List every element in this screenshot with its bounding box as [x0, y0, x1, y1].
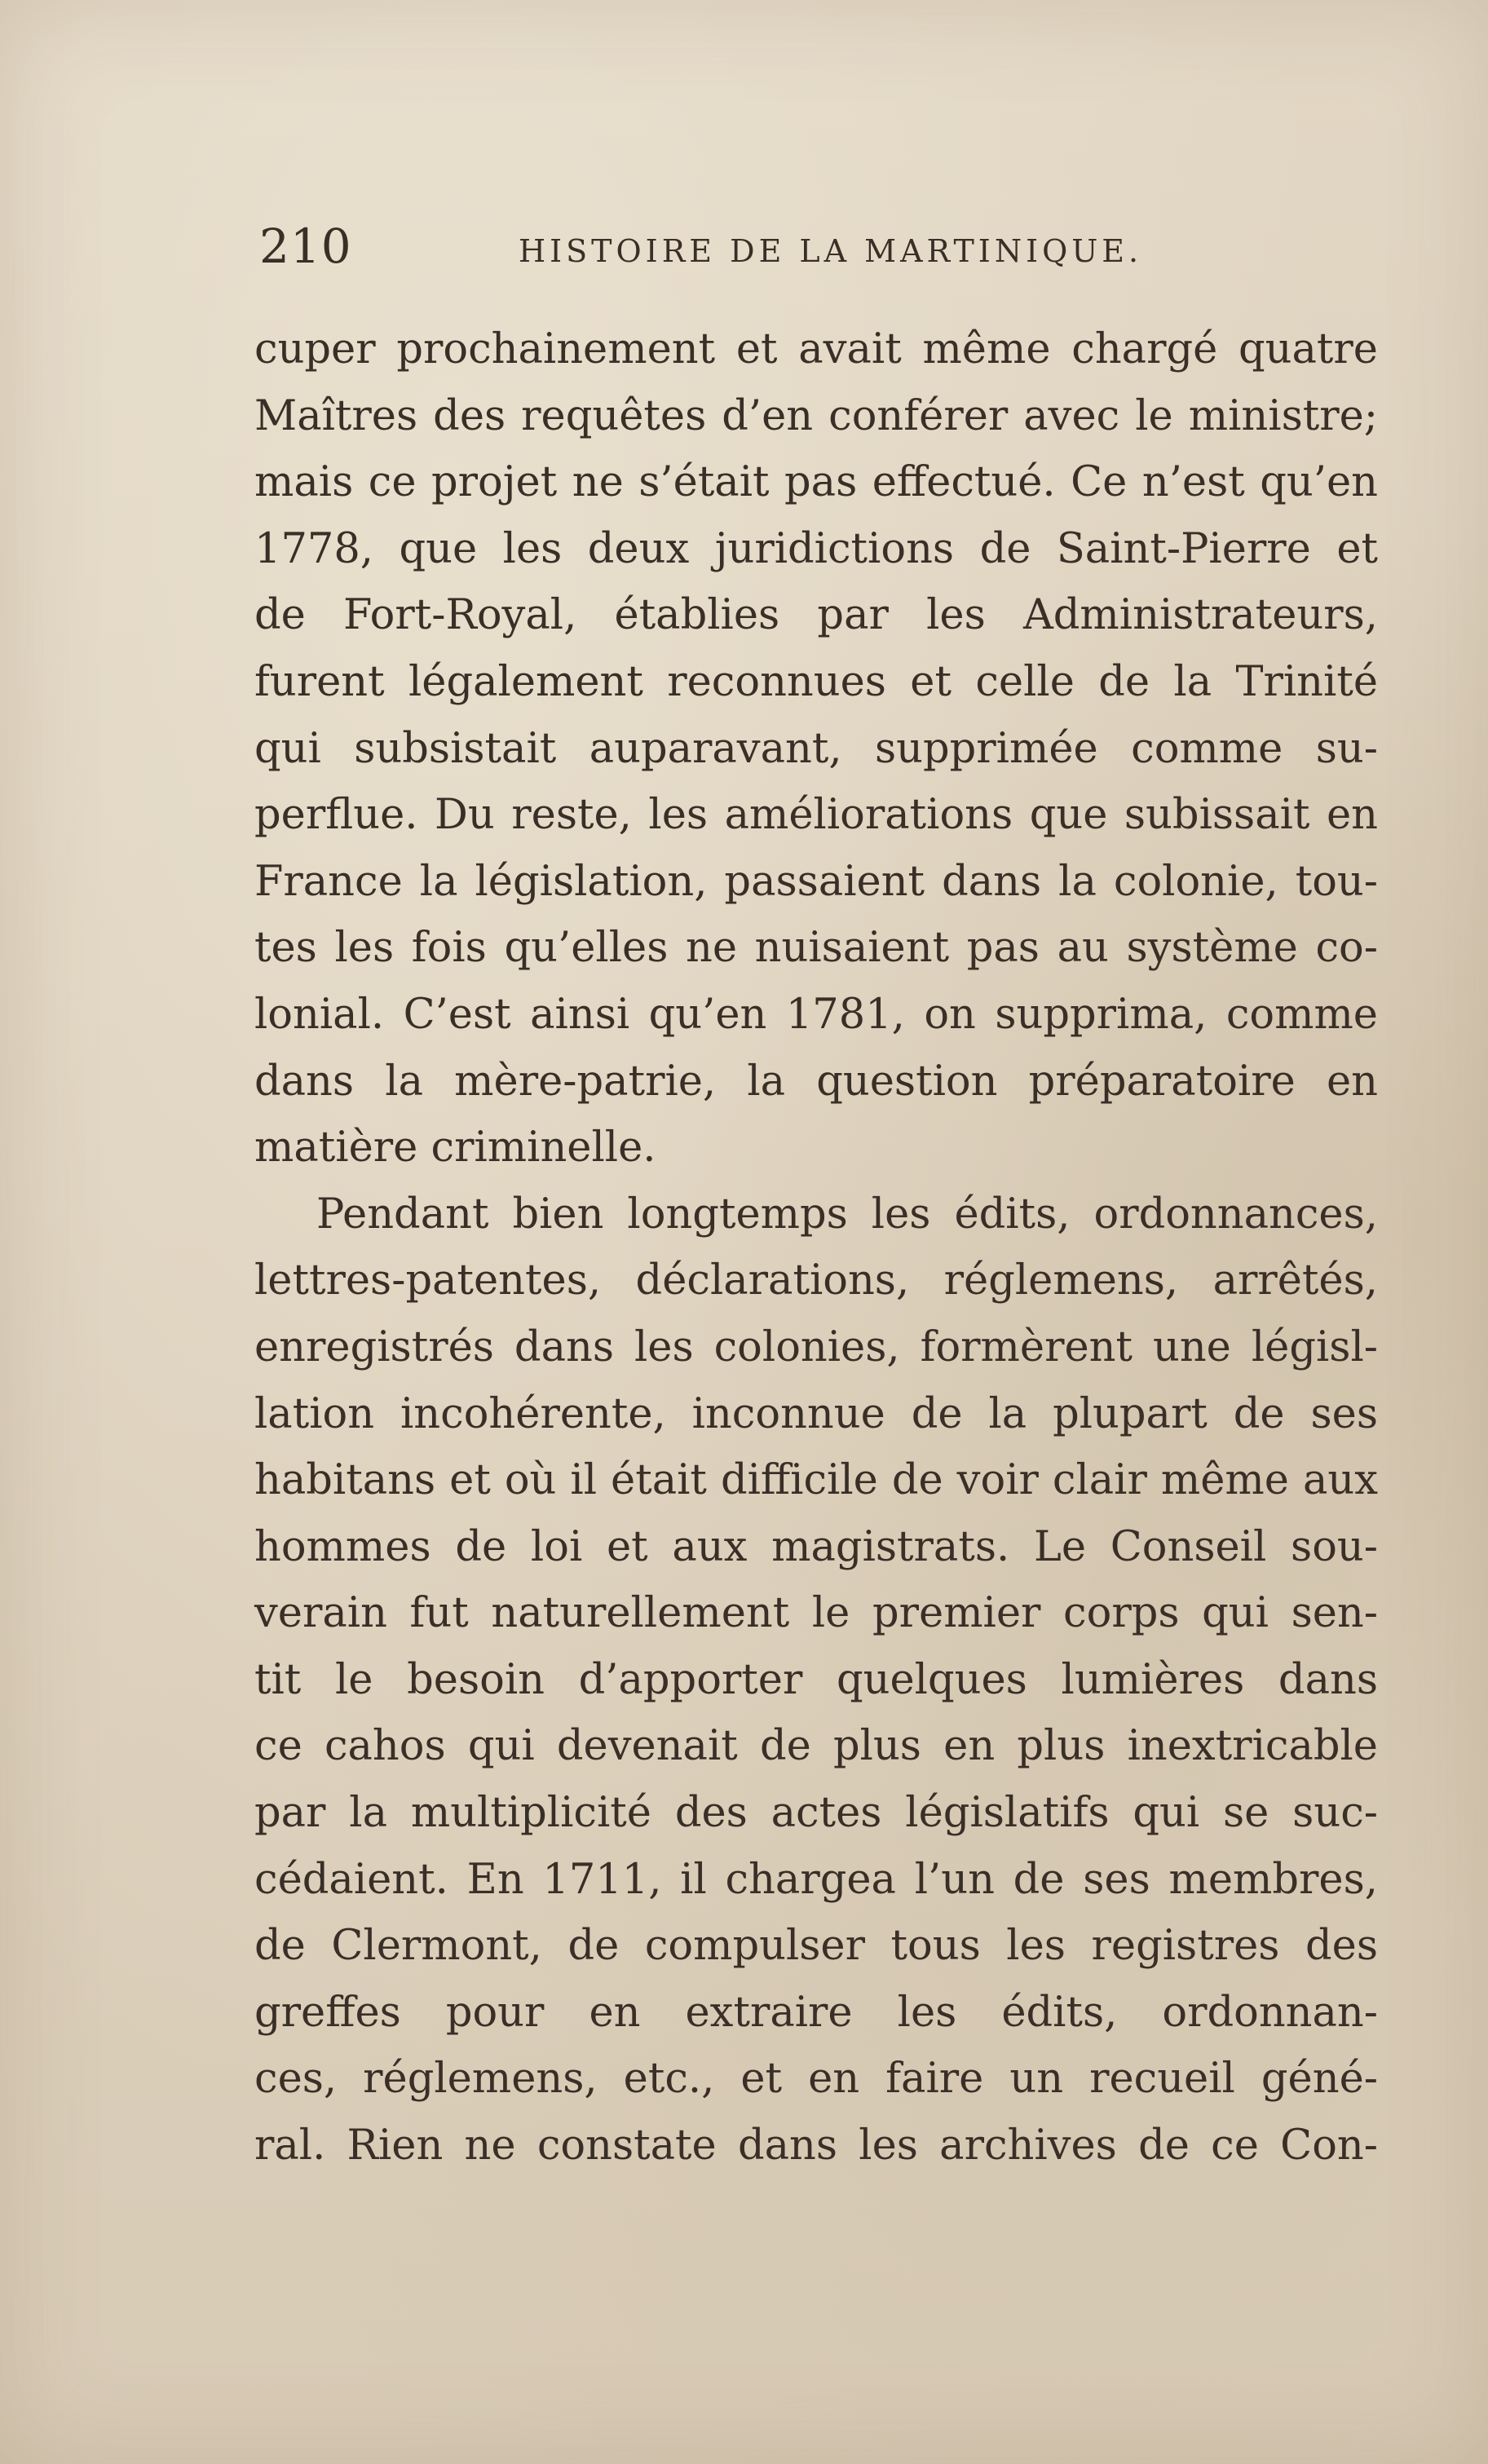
- text-line: tes les fois qu’elles ne nuisaient pas au système co-: [254, 924, 1378, 973]
- text-line: tit le besoin d’apporter quelques lumières dans: [254, 1655, 1378, 1704]
- text-line: dans la mère-patrie, la question préparatoire en: [254, 1057, 1378, 1106]
- text-line: cédaient. En 1711, il chargea l’un de ses membres,: [254, 1855, 1378, 1904]
- text-line: habitans et où il était difficile de voir clair même aux: [254, 1456, 1378, 1505]
- text-line: de Fort-Royal, établies par les Administrateurs,: [254, 591, 1378, 640]
- text-line: ral. Rien ne constate dans les archives de ce Con-: [254, 2122, 1378, 2170]
- running-title: HISTOIRE DE LA MARTINIQUE.: [519, 233, 1143, 269]
- text-line: mais ce projet ne s’était pas effectué. Ce n’est qu’en: [254, 458, 1378, 507]
- text-line: perflue. Du reste, les améliorations que subissait en: [254, 791, 1378, 840]
- text-line: 1778, que les deux juridictions de Saint-Pierre et: [254, 524, 1378, 573]
- paragraph-1: [254, 316, 1378, 1181]
- text-line: furent légalement reconnues et celle de la Trinité: [254, 657, 1378, 706]
- text-line: ce cahos qui devenait de plus en plus inextricable: [254, 1722, 1378, 1771]
- text-line: lonial. C’est ainsi qu’en 1781, on supprima, comme: [254, 990, 1378, 1039]
- paragraph-2: [254, 1181, 1378, 2179]
- text-line: ces, réglemens, etc., et en faire un recueil géné-: [254, 2055, 1378, 2104]
- text-line: France la législation, passaient dans la colonie, tou-: [254, 857, 1378, 906]
- text-line: cuper prochainement et avait même chargé quatre: [254, 325, 1378, 373]
- text-line: de Clermont, de compulser tous les registres des: [254, 1922, 1378, 1971]
- text-line: qui subsistait auparavant, supprimée comme su-: [254, 724, 1378, 773]
- body-text: [254, 316, 1378, 2179]
- text-line: verain fut naturellement le premier corps qui sen-: [254, 1589, 1378, 1638]
- text-line: hommes de loi et aux magistrats. Le Conseil sou-: [254, 1522, 1378, 1571]
- text-line: par la multiplicité des actes législatifs qui se suc-: [254, 1789, 1378, 1838]
- text-line: Pendant bien longtemps les édits, ordonnances,: [316, 1190, 1378, 1239]
- text-line: greffes pour en extraire les édits, ordonnan-: [254, 1988, 1378, 2037]
- text-line: enregistrés dans les colonies, formèrent une législ-: [254, 1323, 1378, 1371]
- page-number: 210: [259, 219, 352, 274]
- running-head: [259, 219, 1384, 292]
- text-line: lettres-patentes, déclarations, réglemens, arrêtés,: [254, 1256, 1378, 1305]
- text-line: lation incohérente, inconnue de la plupart de ses: [254, 1389, 1378, 1438]
- text-line: Maîtres des requêtes d’en conférer avec le ministre;: [254, 391, 1378, 440]
- text-line: matière criminelle.: [254, 1124, 656, 1172]
